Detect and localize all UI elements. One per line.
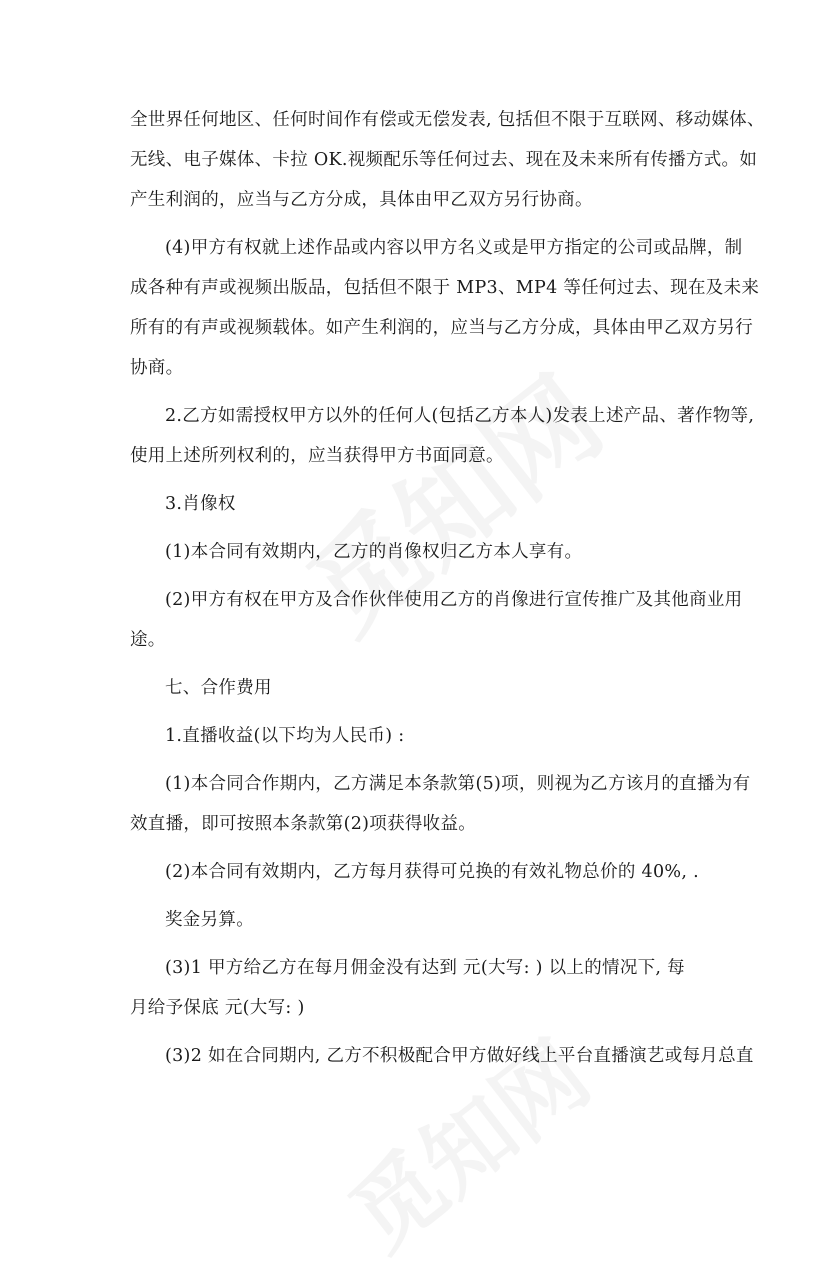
text-line: 途。	[130, 630, 166, 650]
paragraph	[130, 716, 712, 756]
paragraph	[130, 396, 755, 476]
text-line: (4)甲方有权就上述作品或内容以甲方名义或是甲方指定的公司或品牌，制	[165, 238, 743, 258]
text-line: 2.乙方如需授权甲方以外的任何人(包括乙方本人)发表上述产品、著作物等,	[165, 406, 755, 426]
text-line: (2)本合同有效期内，乙方每月获得可兑换的有效礼物总价的 40%, .	[165, 862, 699, 882]
section-heading	[130, 484, 712, 524]
paragraph	[130, 948, 712, 1028]
paragraph	[130, 852, 712, 892]
text-line: 使用上述所列权利的，应当获得甲方书面同意。	[130, 446, 504, 466]
text-line: 所有的有声或视频载体。如产生利润的，应当与乙方分成，具体由甲乙双方另行	[130, 318, 753, 338]
text-line: 协商。	[130, 358, 184, 378]
text-line: 效直播，即可按照本条款第(2)项获得收益。	[130, 814, 477, 834]
document-page	[130, 100, 765, 1076]
paragraph	[130, 1036, 754, 1076]
text-line: (3)1 甲方给乙方在每月佣金没有达到 元(大写: ) 以上的情况下, 每	[165, 958, 685, 978]
text-line: 全世界任何地区、任何时间作有偿或无偿发表, 包括但不限于互联网、移动媒体、	[130, 110, 765, 130]
text-line: (1)本合同有效期内，乙方的肖像权归乙方本人享有。	[165, 542, 583, 562]
text-line: 奖金另算。	[165, 910, 254, 930]
text-line: (1)本合同合作期内，乙方满足本条款第(5)项，则视为乙方该月的直播为有	[165, 774, 751, 794]
text-line: 1.直播收益(以下均为人民币) :	[165, 726, 405, 746]
text-line: 3.肖像权	[165, 494, 236, 514]
paragraph	[130, 100, 765, 220]
paragraph	[130, 580, 743, 660]
text-line: (2)甲方有权在甲方及合作伙伴使用乙方的肖像进行宣传推广及其他商业用	[165, 590, 743, 610]
text-line: 七、合作费用	[165, 678, 272, 698]
text-line: 成各种有声或视频出版品，包括但不限于 MP3、MP4 等任何过去、现在及未来	[130, 278, 760, 298]
paragraph	[130, 228, 760, 388]
text-line: 产生利润的，应当与乙方分成，具体由甲乙双方另行协商。	[130, 190, 593, 210]
paragraph	[130, 532, 712, 572]
section-heading	[130, 668, 712, 708]
text-line: (3)2 如在合同期内, 乙方不积极配合甲方做好线上平台直播演艺或每月总直	[165, 1046, 754, 1066]
paragraph	[130, 900, 712, 940]
text-line: 无线、电子媒体、卡拉 OK.视频配乐等任何过去、现在及未来所有传播方式。如	[130, 150, 758, 170]
paragraph	[130, 764, 751, 844]
text-line: 月给予保底 元(大写: )	[130, 998, 305, 1018]
